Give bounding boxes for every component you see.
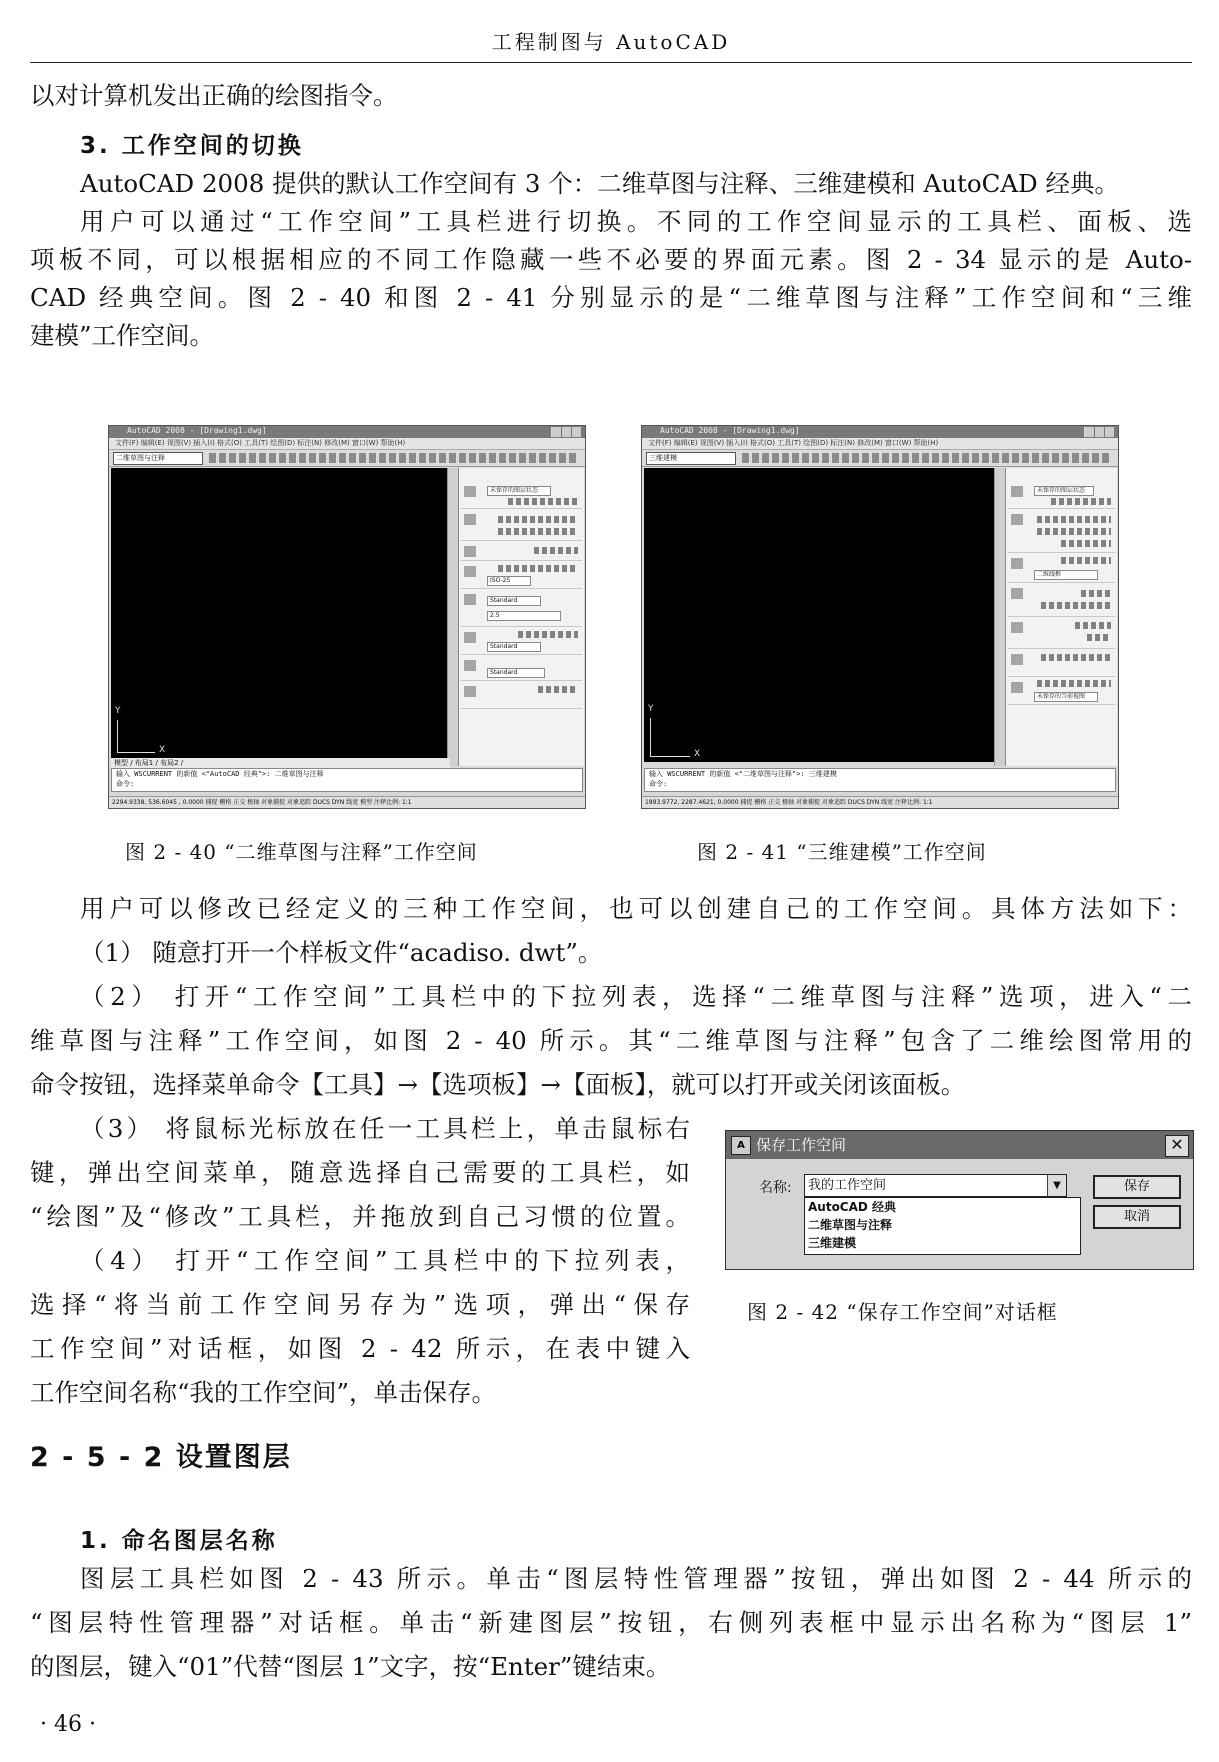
- panel-row-multileader: [461, 628, 582, 655]
- ucs-x-label: X: [159, 745, 166, 755]
- panel-icons: [518, 631, 578, 638]
- justified-text: 工作空间”对话框，如图 2 - 42 所示，在表中键入: [30, 1334, 690, 1363]
- command-history: 输入 WSCURRENT 的新值 <"二维草图与注释">: 三维建模: [649, 770, 837, 778]
- panel-icons: [498, 516, 578, 523]
- toolbar-icons: [742, 453, 1110, 463]
- window-title: AutoCAD 2008 - [Drawing1.dwg]: [660, 426, 800, 435]
- panel-row-table: [461, 656, 582, 681]
- text-line: （1） 随意打开一个样板文件“acadiso. dwt”。: [80, 938, 603, 967]
- toolbar-icons: [209, 453, 577, 463]
- status-bar: 2294.9338, 536.6045 , 0.0000 捕捉 栅格 正交 极轴 对象捕捉 对象追踪 DUCS DYN 线宽 模型 注释比例: 1:1: [109, 796, 585, 808]
- dialog-title-bar: [726, 1131, 1193, 1159]
- text-line: [30, 1157, 690, 1189]
- panel-row-render: [1008, 650, 1115, 677]
- status-bar: 1893.9772, 2287.4621, 0.0000 捕捉 栅格 正交 极轴 对象捕捉 对象追踪 DUCS DYN 线宽 注释比例: 1:1: [642, 796, 1118, 808]
- drawing-canvas: [111, 468, 447, 758]
- ucs-x-axis: [117, 752, 155, 753]
- page-number: · 46 ·: [40, 1712, 96, 1737]
- draw-icon: [464, 514, 476, 525]
- dashboard-panel: [458, 468, 584, 766]
- panel-icons: [1087, 634, 1111, 641]
- panel-icons: [1037, 516, 1111, 523]
- ucs-y-label: Y: [648, 704, 654, 714]
- dialog-title: 保存工作空间: [756, 1136, 847, 1154]
- justified-text: 选择“将当前工作空间另存为”选项，弹出“保存: [30, 1290, 690, 1319]
- panel-row-dimension: [461, 562, 582, 589]
- close-icon[interactable]: ✕: [1165, 1135, 1189, 1157]
- panel-icons: [1041, 602, 1111, 609]
- panel-row-3dmake: [1008, 510, 1115, 553]
- layout-tabs: 模型 / 布局1 / 布局2 /: [111, 758, 450, 768]
- text-line: AutoCAD 2008 提供的默认工作空间有 3 个：二维草图与注释、三维建模和 AutoCAD 经典。: [80, 169, 1119, 198]
- justified-text: 用户可以修改已经定义的三种工作空间，也可以创建自己的工作空间。具体方法如下：: [80, 894, 1192, 923]
- text-line: [30, 1289, 690, 1321]
- panel-row-materials: [1008, 618, 1115, 649]
- justified-text: （2） 打开“工作空间”工具栏中的下拉列表，选择“二维草图与注释”选项，进入“二: [80, 982, 1192, 1011]
- panel-icons: [1061, 557, 1111, 564]
- text-line: 命令按钮，选择菜单命令【工具】→【选项板】→【面板】，就可以打开或关闭该面板。: [30, 1070, 966, 1099]
- window-title-bar: [642, 426, 1118, 438]
- panel-icons: [498, 565, 578, 572]
- panel-field: Standard: [487, 596, 541, 606]
- workspace-dropdown-list: [804, 1197, 1081, 1255]
- text-line: [30, 1201, 690, 1233]
- navigate-icon: [1011, 682, 1023, 693]
- header-rule: [30, 62, 1192, 63]
- workspace-dropdown: 二维草图与注释: [113, 452, 203, 465]
- chevron-down-icon[interactable]: ▼: [1047, 1175, 1066, 1196]
- panel-field: 2.5: [487, 611, 561, 621]
- justified-text: 键，弹出空间菜单，随意选择自己需要的工具栏，如: [30, 1158, 690, 1187]
- toolbar: [109, 450, 585, 467]
- dashboard-panel: [1005, 468, 1117, 766]
- text-line: [80, 1563, 1192, 1595]
- text-line: 的图层，键入“01”代替“图层 1”文字，按“Enter”键结束。: [30, 1652, 671, 1681]
- toolbar: [642, 450, 1118, 467]
- figure-2-42-caption: 图 2 - 42 “保存工作空间”对话框: [747, 1300, 1058, 1324]
- panel-icons: [1075, 622, 1111, 629]
- ucs-x-label: X: [694, 749, 701, 759]
- text-line: [30, 282, 1192, 314]
- window-buttons: [1084, 427, 1115, 437]
- justified-text: 维草图与注释”工作空间，如图 2 - 40 所示。其“二维草图与注释”包含了二维绘图常用的: [30, 1026, 1192, 1055]
- panel-icons: [1037, 680, 1111, 687]
- justified-text: 图层工具栏如图 2 - 43 所示。单击“图层特性管理器”按钮，弹出如图 2 - 44 所示的: [80, 1564, 1192, 1593]
- text-line: 以对计算机发出正确的绘图指令。: [30, 81, 398, 110]
- name-label: 名称:: [759, 1180, 792, 1196]
- figure-2-40-screenshot: [108, 425, 586, 809]
- ucs-y-label: Y: [115, 706, 121, 716]
- ucs-x-axis: [650, 756, 690, 757]
- subheading-layer-name: 1. 命名图层名称: [80, 1528, 278, 1554]
- text-line: [80, 893, 1192, 925]
- figure-2-41-screenshot: [641, 425, 1119, 809]
- window-title-bar: [109, 426, 585, 438]
- text-line: [80, 981, 1192, 1013]
- autocad-app-icon: A: [731, 1136, 751, 1155]
- layers-icon: [1011, 486, 1023, 497]
- panel-field: 未保存的图层状态: [1034, 486, 1094, 496]
- panel-field: Standard: [487, 642, 541, 652]
- subheading-workspace-switch: 3. 工作空间的切换: [80, 133, 304, 159]
- text-line: [30, 1025, 1192, 1057]
- text-line: [30, 1607, 1192, 1639]
- menu-bar: 文件(F) 编辑(E) 视图(V) 插入(I) 格式(O) 工具(T) 绘图(D) 标注(N) 修改(M) 窗口(W) 帮助(H): [642, 438, 1118, 450]
- render-icon: [1011, 654, 1023, 665]
- light-icon: [1011, 588, 1023, 599]
- table-icon: [464, 660, 476, 671]
- figure-2-40-caption: 图 2 - 40 “二维草图与注释”工作空间: [125, 840, 478, 864]
- vertical-scrollbar: [447, 468, 458, 766]
- panel-icons: [538, 686, 578, 693]
- panel-row-lights: [1008, 584, 1115, 617]
- window-buttons: [551, 427, 582, 437]
- save-button[interactable]: 保存: [1093, 1175, 1181, 1199]
- workspace-option[interactable]: 三维建模: [808, 1236, 857, 1250]
- panel-row-visual-styles: [1008, 554, 1115, 583]
- leader-icon: [464, 632, 476, 643]
- text-line: [30, 244, 1192, 276]
- workspace-option[interactable]: AutoCAD 经典: [808, 1200, 897, 1214]
- panel-row-layers: [1008, 482, 1115, 509]
- workspace-option[interactable]: 二维草图与注释: [808, 1218, 893, 1232]
- ucs-y-axis: [117, 720, 118, 752]
- text-line: [80, 206, 1192, 238]
- panel-icons: [534, 547, 578, 554]
- justified-text: “图层特性管理器”对话框。单击“新建图层”按钮，右侧列表框中显示出名称为“图层 1”: [30, 1608, 1192, 1637]
- panel-field: 未保存的当前视图: [1034, 692, 1098, 702]
- panel-icons: [1037, 528, 1111, 535]
- justified-text: （3） 将鼠标光标放在任一工具栏上，单击鼠标右: [80, 1114, 690, 1143]
- window-title: AutoCAD 2008 - [Drawing1.dwg]: [127, 426, 267, 435]
- menu-bar: 文件(F) 编辑(E) 视图(V) 插入(I) 格式(O) 工具(T) 绘图(D) 标注(N) 修改(M) 窗口(W) 帮助(H): [109, 438, 585, 450]
- panel-row-text: [461, 590, 582, 627]
- panel-icons: [1041, 654, 1111, 661]
- ucs-y-axis: [650, 718, 651, 756]
- text-line: 建模”工作空间。: [30, 321, 215, 350]
- justified-text: 用户可以通过“工作空间”工具栏进行切换。不同的工作空间显示的工具栏、面板、选: [80, 207, 1192, 236]
- running-header: 工程制图与 AutoCAD: [491, 30, 731, 54]
- command-window: [111, 768, 583, 792]
- panel-row-draw: [461, 510, 582, 541]
- command-window: [644, 768, 1116, 792]
- text-line: [80, 1113, 690, 1145]
- panel-field: ISO-25: [487, 576, 531, 586]
- layers-icon: [464, 486, 476, 497]
- cancel-button[interactable]: 取消: [1093, 1205, 1181, 1229]
- text-line: [30, 1333, 690, 1365]
- dimension-icon: [464, 566, 476, 577]
- panel-icons: [1061, 540, 1111, 547]
- drawing-canvas: [644, 468, 994, 762]
- command-prompt: 命令:: [116, 780, 135, 788]
- panel-row-navigate: [1008, 678, 1115, 705]
- panel-row-modify: [461, 542, 582, 561]
- navigate-icon: [464, 686, 476, 697]
- panel-icons: [1051, 498, 1111, 505]
- panel-field: Standard: [487, 668, 545, 678]
- justified-text: （4） 打开“工作空间”工具栏中的下拉列表，: [80, 1246, 690, 1275]
- vertical-scrollbar: [994, 468, 1005, 766]
- workspace-dropdown: 三维建模: [646, 452, 736, 465]
- command-prompt: 命令:: [649, 780, 668, 788]
- section-heading: 2 - 5 - 2 设置图层: [30, 1442, 292, 1473]
- text-line: [80, 1245, 690, 1277]
- justified-text: 项板不同，可以根据相应的不同工作隐藏一些不必要的界面元素。图 2 - 34 显示的是 Auto-: [30, 245, 1192, 274]
- panel-row-navigate: [461, 682, 582, 709]
- justified-text: “绘图”及“修改”工具栏，并拖放到自己习惯的位置。: [30, 1202, 690, 1231]
- workspace-name-combobox[interactable]: [804, 1174, 1067, 1197]
- 3d-make-icon: [1011, 514, 1023, 525]
- workspace-name-value: 我的工作空间: [808, 1178, 887, 1193]
- text-icon: [464, 594, 476, 605]
- panel-row-layers: [461, 482, 582, 509]
- materials-icon: [1011, 622, 1023, 633]
- save-workspace-dialog: [725, 1130, 1194, 1270]
- figure-2-41-caption: 图 2 - 41 “三维建模”工作空间: [697, 840, 987, 864]
- justified-text: CAD 经典空间。图 2 - 40 和图 2 - 41 分别显示的是“二维草图与注释”工作空间和“三维: [30, 283, 1192, 312]
- command-history: 输入 WSCURRENT 的新值 <"AutoCAD 经典">: 二维草图与注释: [116, 770, 324, 778]
- panel-icons: [508, 498, 578, 505]
- panel-icons: [1081, 590, 1111, 597]
- panel-icons: [498, 528, 578, 535]
- panel-field: 二维线框: [1034, 570, 1098, 580]
- visual-style-icon: [1011, 558, 1023, 569]
- text-line: 工作空间名称“我的工作空间”，单击保存。: [30, 1378, 497, 1407]
- panel-field: 未保存的图层状态: [487, 486, 551, 496]
- modify-icon: [464, 546, 476, 557]
